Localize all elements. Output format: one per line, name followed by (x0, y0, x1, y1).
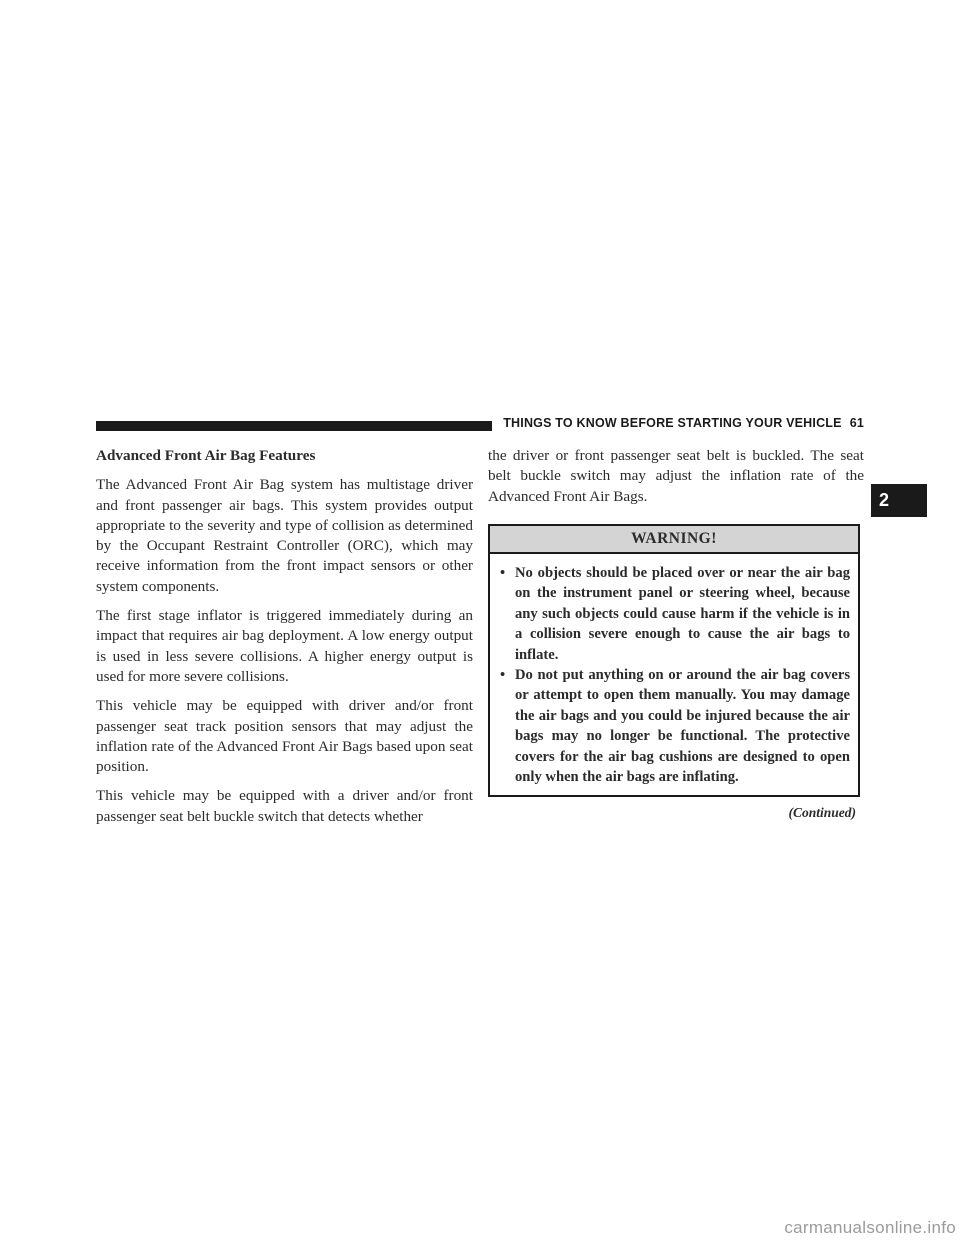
section-heading: Advanced Front Air Bag Features (96, 447, 316, 464)
warning-item (498, 563, 850, 665)
warning-item (498, 665, 850, 787)
warning-item-text: No objects should be placed over or near the air bag on the instrument panel or steering wheel, because any such objects could cause harm if the vehicle is in a collision severe enough to cause the air bags to inflate. (515, 564, 850, 663)
bullet-icon: • (500, 666, 506, 683)
running-title: THINGS TO KNOW BEFORE STARTING YOUR VEHICLE (503, 416, 842, 430)
body-paragraph: This vehicle may be equipped with driver and/or front passenger seat track position sensors that may adjust the inflation rate of the Advanced Front Air Bags based upon seat position. (96, 697, 473, 776)
watermark: carmanualsonline.info (784, 1218, 956, 1237)
continued-note: (Continued) (788, 805, 856, 821)
body-paragraph: This vehicle may be equipped with a driver and/or front passenger seat belt buckle switch that detects whether (96, 787, 473, 825)
left-column (96, 446, 473, 827)
body-paragraph: The Advanced Front Air Bag system has multistage driver and front passenger air bags. This system provides output appropriate to the severity and type of collision as determined by the Occupant Restraint Controller (ORC), which may receive information from the front impact sensors or other system components. (96, 476, 473, 595)
bullet-icon: • (500, 564, 506, 581)
body-paragraph: The first stage inflator is triggered immediately during an impact that requires air bag deployment. A low energy output is used in less severe collisions. A higher energy output is used for more severe collisions. (96, 607, 473, 685)
warning-item-text: Do not put anything on or around the air bag covers or attempt to open them manually. You may damage the air bags and you could be injured because the air bags may no longer be functional. The protective covers for the air bag cushions are designed to open only when the air bags are inflating. (515, 666, 850, 785)
right-column (488, 446, 864, 821)
warning-list (490, 554, 858, 795)
warning-title: WARNING! (490, 526, 858, 554)
page-number: 61 (849, 416, 864, 430)
body-paragraph: the driver or front passenger seat belt is buckled. The seat belt buckle switch may adjust the inflation rate of the Advanced Front Air Bags. (488, 447, 864, 505)
warning-box (488, 524, 860, 797)
chapter-tab: 2 (871, 484, 927, 517)
running-header (503, 416, 864, 430)
